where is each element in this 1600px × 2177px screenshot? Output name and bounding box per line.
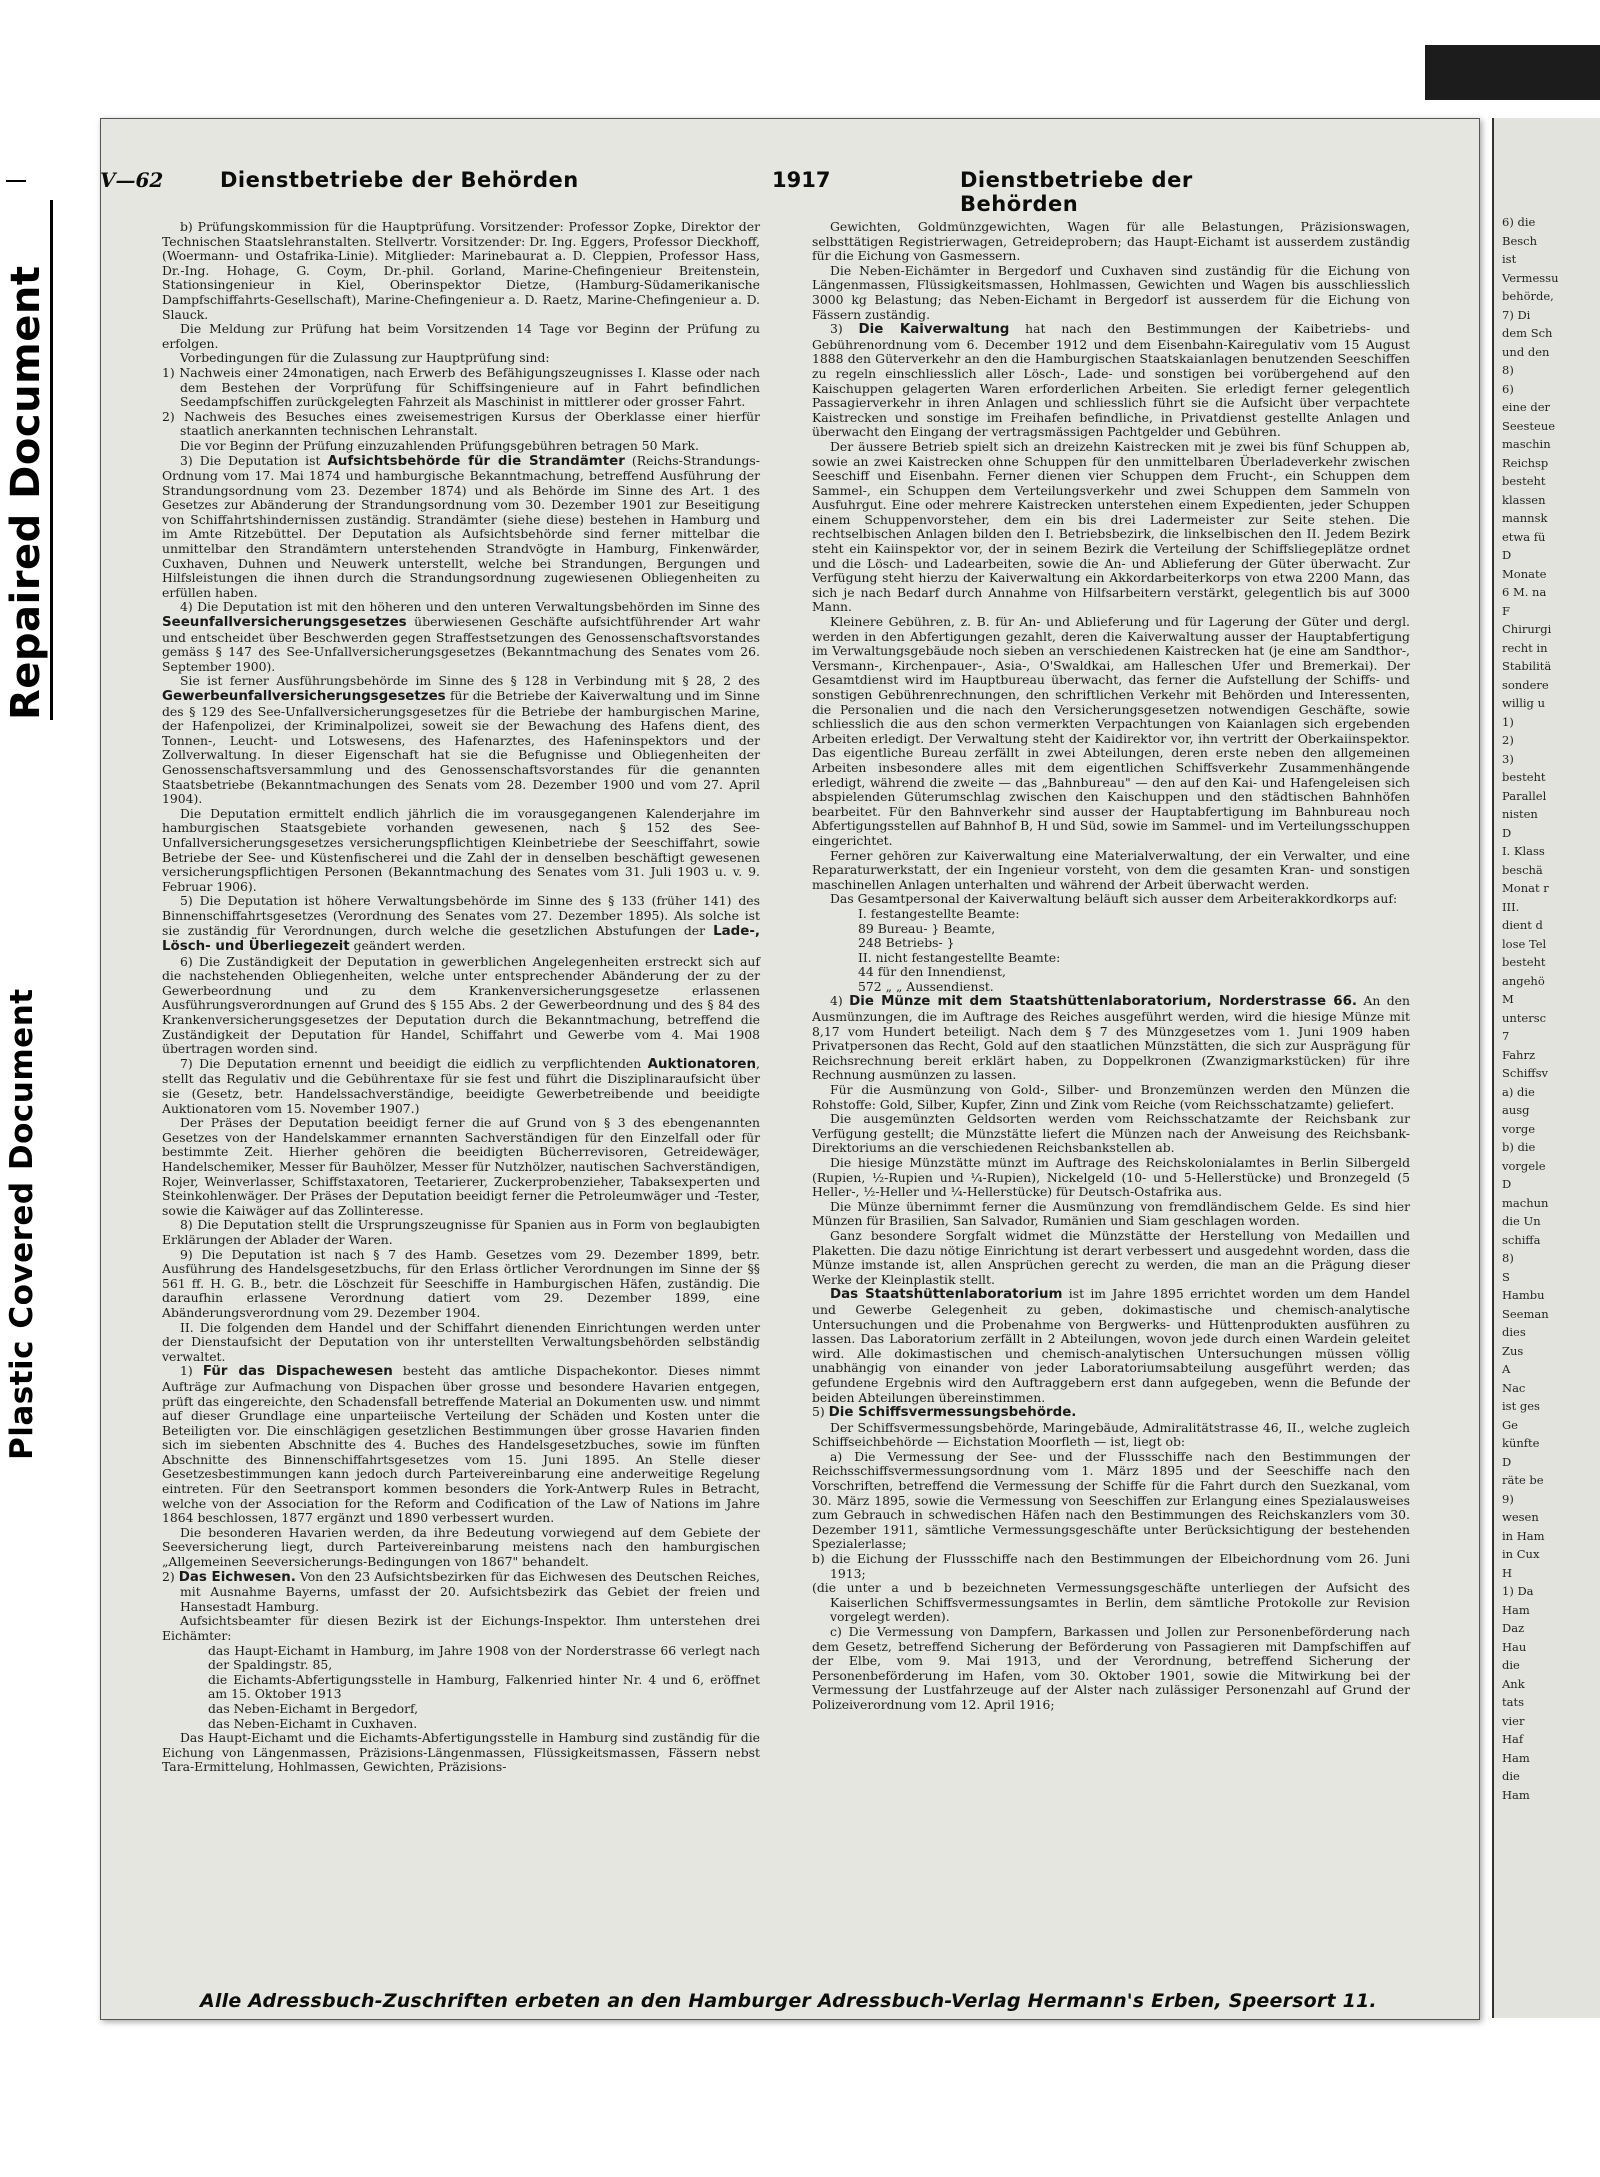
next-page-fragment: Haf [1502, 1732, 1524, 1746]
paragraph: (die unter a und b bezeichneten Vermessungsgeschäfte unterliegen der Aufsicht des Kaiserlichen Schiffsvermessungsamtes in Berlin, dem sämtliche Protokolle zur Revision vorgelegt werden). [812, 1580, 1410, 1625]
next-page-fragment: sondere [1502, 677, 1549, 692]
next-page-fragment: machun [1502, 1195, 1549, 1210]
paragraph: c) Die Vermessung von Dampfern, Barkassen und Jollen zur Personenbeförderung nach dem Gesetz, betreffend Sicherung der Beförderung von Passagieren mit Dampfschiffen auf der Elbe, vom 9. Mai 1913, und der Verordnung, betreffend Sicherung der Personenbeförderung im Hafen, vom 30. Oktober 1901, sowie die Mitwirkung bei der Vermessung der Lustfahrzeuge auf der Alster nach zulässiger Personenzahl auf Grund der Polizeiverordnung vom 12. April 1916; [812, 1624, 1410, 1712]
paragraph: Das Gesamtpersonal der Kaiverwaltung beläuft sich ausser dem Arbeiterakkordkorps auf: [830, 891, 1398, 907]
paragraph: Die Deputation ermittelt endlich jährlich die im vorausgegangenen Kalenderjahre im hamburgischen Staatsgebiete vorhanden gewesenen, nach § 152 des See-Unfallversicherungsgesetzes versicherungspflichtigen Kleinbetriebe der Seeschiffahrt, sowie Betriebe der See- und Küstenfischerei und die Zahl der in denselben beschäftigt gewesenen versicherungspflichtigen Personen (Bekanntmachung des Senates vom 31. Juli 1903 u. v. 9. Februar 1906). [162, 805, 760, 894]
paragraph: b) die Eichung der Flussschiffe nach den Bestimmungen der Elbeichordnung vom 26. Juni 1913; [812, 1551, 1410, 1581]
paragraph: Ganz besondere Sorgfalt widmet die Münzstätte der Herstellung von Medaillen und Plaketten. Die dazu nötige Einrichtung ist derart verbessert und ausgedehnt worden, dass die Münze imstande ist, allen Ansprüchen gerecht zu werden, die man an die Prägung dieser Werke der Kleinplastik stellt. [812, 1227, 1410, 1287]
paragraph: II. Die folgenden dem Handel und der Schiffahrt dienenden Einrichtungen werden unter der Dienstaufsicht der Deputation von ihr unterstellten Verwaltungsbehörden selbständig verwaltet. [162, 1319, 760, 1364]
next-page-fragment: Schiffsv [1502, 1066, 1548, 1080]
next-page-fragment: ist [1502, 252, 1517, 266]
paragraph: Aufsichtsbeamter für diesen Bezirk ist der Eichungs-Inspektor. Ihm unterstehen drei Eichämter: [162, 1613, 760, 1643]
paragraph: 248 Betriebs- } [858, 935, 955, 951]
next-page-fragment: S [1502, 1269, 1510, 1284]
next-page-fragment: M [1502, 992, 1514, 1006]
next-page-fragment: Ham [1502, 1787, 1530, 1802]
paragraph: 572 „ „ Aussendienst. [858, 978, 994, 994]
next-page-text [1494, 118, 1600, 1804]
repaired-document-label: Repaired Document [4, 200, 53, 720]
next-page-fragment: 8) [1502, 1251, 1514, 1265]
next-page-fragment: vier [1502, 1713, 1525, 1728]
next-page-fragment: dies [1502, 1325, 1526, 1339]
running-title-right: Dienstbetriebe der Behörden [960, 168, 1193, 216]
next-page-fragment: Seeman [1502, 1306, 1549, 1321]
next-page-fragment: die Un [1502, 1214, 1541, 1228]
next-page-fragment: die [1502, 1658, 1520, 1672]
next-page-fragment: nisten [1502, 807, 1538, 821]
next-page-fragment: Vermessu [1502, 270, 1559, 285]
paragraph: Die besonderen Havarien werden, da ihre Bedeutung vorwiegend auf dem Gebiete der Seeversicherung liegt, durch Parteivereinbarung meistens nach den hamburgischen „Allgemeinen Seeversicherungs-Bedingungen von 1867" behandelt. [162, 1524, 760, 1570]
paragraph: 5) Die Deputation ist höhere Verwaltungsbehörde im Sinne des § 133 (früher 141) des Binnenschiffahrtsgesetzes (Verordnung des Senates vom 27. Dezember 1895). Als solche ist sie zuständig für Verordnungen, durch welche die gesetzlichen Abstufungen der Lade-, Lösch- und Überliegezeit geändert werden. [162, 893, 760, 955]
next-page-fragment: F [1502, 603, 1510, 618]
next-page-fragment: dem Sch [1502, 326, 1553, 340]
paragraph: Die vor Beginn der Prüfung einzuzahlenden Prüfungsgebühren betragen 50 Mark. [180, 437, 699, 453]
next-page-fragment: A [1502, 1362, 1511, 1376]
next-page-fragment: untersc [1502, 1010, 1547, 1025]
next-page-fragment: 1) Da [1502, 1584, 1534, 1598]
next-page-fragment: III. [1502, 899, 1520, 914]
year: 1917 [772, 168, 831, 192]
next-page-fragment: räte be [1502, 1473, 1544, 1487]
paragraph: Kleinere Gebühren, z. B. für An- und Ablieferung und für Lagerung der Güter und dergl. werden in den Abfertigungen gezahlt, deren die Kaiverwaltung ausser der Hauptabfertigung im Verwaltungsgebäude noch sieben an verschiedenen Kaistrecken hat (je eine am Sandthor-, Versmann-, Kirchenpauer-, Asia-, O'Swaldkai, am Halleschen Ufer und Bremerkai). Der Gesamtdienst wird im Hauptbureau überwacht, das ferner die Aufstellung der Schiffs- und sonstigen Gebührenrechnungen, den schriftlichen Verkehr mit Behörden und Interessenten, die Personalien und die nach den Versicherungsgesetzen notwendigen Geschäfte, sowie schliesslich die aus den schon vermerkten Verpachtungen von Kaianlagen sich ergebenden Arbeiten erledigt. Der Verwaltung steht der Kaidirektor vor, ihn vertritt der Oberkaiinspektor. Das eigentliche Bureau zerfällt in zwei Abteilungen, deren erste neben den allgemeinen Arbeiten insbesondere alles mit dem eigentlichen Schiffsverkehr Zusammenhängende erledigt, während die zweite — das „Bahnbureau" — den auf den Kai- und Hafengeleisen sich abspielenden Güterumschlag zwischen den Kaischuppen und den städtischen Bahnhöfen bearbeitet. Für den Bahnverkehr sind ausser der Hauptabfertigung im Bahnbureau noch Abfertigungsstellen auf Bahnhof B, H und Süd, sowie im Sammel- und im Verteilungsschuppen eingerichtet. [812, 614, 1410, 848]
next-page-fragment: mannsk [1502, 511, 1548, 525]
next-page-fragment: ist ges [1502, 1399, 1540, 1413]
paragraph: 9) Die Deputation ist nach § 7 des Hamb. Gesetzes vom 29. Dezember 1899, betr. Ausführung des Handelsgesetzbuchs, für den Erlass örtlicher Verordnungen im Sinne der §§ 561 ff. H. G. B., betr. die Löschzeit für Seeschiffe in Hamburgischen Häfen, zuständig. Die daraufhin erlassene Verordnung datiert vom 29. Dezember 1899, eine Abänderungsverordnung vom 29. Dezember 1904. [162, 1246, 760, 1320]
paragraph: 44 für den Innendienst, [858, 964, 1006, 980]
next-page-fragment: wesen [1502, 1510, 1539, 1524]
paragraph: 89 Bureau- } Beamte, [858, 920, 996, 936]
next-page-fragment: besteht [1502, 770, 1546, 784]
paragraph: 5) Die Schiffsvermessungsbehörde. [812, 1404, 1077, 1421]
running-title-left: Dienstbetriebe der Behörden [220, 168, 579, 192]
next-page-fragment: Ham [1502, 1750, 1530, 1765]
next-page-fragment: 3) [1502, 751, 1514, 766]
next-page-edge [1492, 118, 1600, 2018]
next-page-fragment: dient d [1502, 918, 1543, 932]
paragraph: Der äussere Betrieb spielt sich an dreizehn Kaistrecken mit je zwei bis fünf Schuppen ab, sowie an zwei Kaistrecken ohne Schuppen für den unmittelbaren Überladeverkehr zwischen Seeschiff und Eisenbahn. Ferner dienen vier Schuppen dem Frucht-, ein Schuppen dem Sammel-, ein Schuppen dem Verteilungsverkehr und zwei Schuppen dem Sammeln von Ausfuhrgut. Eine oder mehrere Kaistrecken unterstehen einem Expedienten, jeder Schuppen einem Schuppenvorsteher, dem ein bis drei Ladermeister zur Seite stehen. Die rechtselbischen Anlagen bilden den I. Betriebsbezirk, die linkselbischen den II. Jedem Bezirk steht ein Kaiinspektor vor, der in seinem Bezirk die Verteilung der Schiffsliegeplätze ordnet und die Lösch- und Ladearbeiten, sowie die An- und Ablieferung der Güter überwacht. Zur Verfügung steht hierzu der Kaiverwaltung ein Akkordarbeiterkorps von etwa 2200 Mann, das sich je nach Bedarf durch Annahme von Hilfsarbeitern verstärkt, gelegentlich bis auf 3000 Mann. [812, 438, 1410, 615]
page-number: V—62 [100, 168, 164, 192]
paragraph: 2) Nachweis des Besuches eines zweisemestrigen Kursus der Oberklasse einer hierfür staatlich anerkannten technischen Lehranstalt. [162, 408, 760, 439]
next-page-fragment: Reichsp [1502, 455, 1549, 470]
paragraph: 3) Die Deputation ist Aufsichtsbehörde für die Strandämter (Reichs-Strandungs-Ordnung vom 17. Mai 1874 und hamburgische Bekanntmachung, betreffend Ausführung der Strandungsordnung vom 23. Dezember 1874) und als Behörde im Sinne des Art. 1 des Gesetzes zur Abänderung der Strandungsordnung vom 30. Dezember 1901 zur Beseitigung von Schiffahrtshindernissen zuständig. Strandämter (siehe diese) bestehen in Hamburg und im Amte Ritzebüttel. Der Deputation als Aufsichtsbehörde sind ferner mittelbar die unmittelbar den Strandämtern unterstehenden Strandvögte in Hamburg, Finkenwärder, Cuxhaven, Duhnen und Neuwerk unterstellt, welche bei Strandungen, Bergungen und Hilfsleistungen die ihnen durch die Strandungsordnung zugewiesenen Obliegenheiten zu erfüllen haben. [162, 452, 760, 600]
paragraph: Das Haupt-Eichamt und die Eichamts-Abfertigungsstelle in Hamburg sind zuständig für die Eichung von Längenmassen, Präzisions-Längenmassen, Flüssigkeitsmassen, Fässern nebst Tara-Ermittelung, Hohlmassen, Gewichten, Präzisions- [162, 1730, 760, 1775]
next-page-fragment: 7 [1502, 1029, 1510, 1043]
corner-mark [6, 180, 26, 182]
next-page-fragment: D [1502, 1177, 1512, 1191]
paragraph: a) Die Vermessung der See- und der Flussschiffe nach den Bestimmungen der Reichsschiffsvermessungsordnung vom 1. März 1895 und der Seeschiffe nach den Vorschriften, betreffend die Vermessung der Schiffe für die Fahrt durch den Suezkanal, vom 30. März 1895, sowie die Vermessung von Seeschiffen zur Erlangung eines Spezialausweises zum Gebrauch in schwedischen Häfen nach den Bestimmungen des Reichskanzlers vom 30. Dezember 1911, sämtliche Vermessungsgeschäfte unter Berücksichtigung der bestehenden Spezialerlasse; [812, 1448, 1410, 1552]
next-page-fragment: Ank [1502, 1676, 1525, 1691]
paragraph: Die Münze übernimmt ferner die Ausmünzung von fremdländischem Gelde. Es sind hier Münzen für Brasilien, San Salvador, Rumänien und Siam geschlagen worden. [812, 1198, 1410, 1229]
next-page-fragment: schiffa [1502, 1232, 1541, 1247]
next-page-fragment: 2) [1502, 733, 1514, 747]
paragraph: Die hiesige Münzstätte münzt im Auftrage des Reichskolonialamtes in Berlin Silbergeld (Rupien, ½-Rupien und ¼-Rupien), Nickelgeld (10- und 5-Hellerstücke) und Bronzegeld (5 Heller-, ½-Heller und ¼-Hellerstücke) für Deutsch-Ostafrika aus. [812, 1155, 1410, 1200]
next-page-fragment: etwa fü [1502, 529, 1546, 544]
paragraph: das Haupt-Eichamt in Hamburg, im Jahre 1908 von der Norderstrasse 66 verlegt nach der Spaldingstr. 85, [208, 1642, 760, 1673]
scanner-dark-corner [1425, 45, 1600, 100]
footer-notice: Alle Adressbuch-Zuschriften erbeten an den Hamburger Adressbuch-Verlag Hermann's Erben, Speersort 11. [200, 1990, 1377, 2012]
next-page-fragment: 8) [1502, 363, 1514, 377]
next-page-fragment: Zus [1502, 1343, 1524, 1358]
next-page-fragment: 6) die [1502, 215, 1536, 229]
next-page-fragment: vorgele [1502, 1158, 1546, 1173]
next-page-fragment: tats [1502, 1695, 1525, 1709]
next-page-fragment: lose Tel [1502, 936, 1547, 951]
paragraph: 2) Das Eichwesen. Von den 23 Aufsichtsbezirken für das Eichwesen des Deutschen Reiches, mit Ausnahme Bayerns, umfasst der 20. Aufsichtsbezirk das Gebiet der freien und Hansestadt Hamburg. [162, 1568, 760, 1614]
paragraph: I. festangestellte Beamte: [858, 905, 1020, 921]
next-page-fragment: D [1502, 1454, 1512, 1469]
right-column [812, 220, 1410, 1713]
next-page-fragment: Nac [1502, 1380, 1526, 1395]
paragraph: Die Neben-Eichämter in Bergedorf und Cuxhaven sind zuständig für die Eichung von Längenmassen, Flüssigkeitsmassen, Hohlmassen, Gewichten und Wagen bis ausschliesslich 3000 kg Belastung; das Neben-Eichamt in Bergedorf ist ausserdem für die Eichung von Fässern zuständig. [812, 262, 1410, 322]
paragraph: das Neben-Eichamt in Bergedorf, [208, 1700, 419, 1716]
next-page-fragment: 6 M. na [1502, 585, 1547, 599]
next-page-fragment: besteht [1502, 474, 1546, 488]
next-page-fragment: Daz [1502, 1621, 1525, 1635]
next-page-fragment: Fahrz [1502, 1047, 1536, 1062]
paragraph: Die Meldung zur Prüfung hat beim Vorsitzenden 14 Tage vor Beginn der Prüfung zu erfolgen. [162, 321, 760, 351]
next-page-fragment: 6) [1502, 381, 1514, 396]
next-page-fragment: Monate [1502, 566, 1547, 581]
next-page-fragment: H [1502, 1565, 1513, 1580]
paragraph: Die ausgemünzten Geldsorten werden vom Reichsschatzamte der Reichsbank zur Verfügung gestellt; die Münzstätte liefert die Münzen nach der Anweisung des Reichsbank-Direktoriums an die verschiedenen Reichsbankstellen ab. [812, 1111, 1410, 1156]
next-page-fragment: D [1502, 825, 1512, 840]
paragraph: 4) Die Deputation ist mit den höheren und den unteren Verwaltungsbehörden im Sinne des Seeunfallversicherungsgesetzes überwiesenen Geschäfte aufsichtführender Art wahr und entscheidet über Beschwerden gegen Straffestsetzungen des Genossenschaftsvorstandes gemäss § 147 des See-Unfallversicherungsgesetzes (Bekanntmachung des Senates vom 26. September 1900). [162, 599, 760, 674]
page-header [100, 168, 1240, 216]
next-page-fragment: I. Klass [1502, 844, 1545, 858]
paragraph: das Neben-Eichamt in Cuxhaven. [208, 1715, 418, 1731]
paragraph: Ferner gehören zur Kaiverwaltung eine Materialverwaltung, der ein Verwalter, und eine Reparaturwerkstatt, der ein Ingenieur vorsteht, von dem die gesamten Kran- und sonstigen maschinellen Anlagen unterhalten und während der Arbeit überwacht werden. [812, 847, 1410, 892]
paragraph: 7) Die Deputation ernennt und beeidigt die eidlich zu verpflichtenden Auktionatoren, stellt das Regulativ und die Gebührentaxe für sie fest und führt die Disziplinaraufsicht über sie (Gesetz, betr. Handelssachverständige, beeidigte Gewerbetreibende und beeidigte Auktionatoren vom 15. November 1907.) [162, 1055, 760, 1116]
next-page-fragment: a) die [1502, 1084, 1535, 1099]
next-page-fragment: b) die [1502, 1140, 1536, 1154]
next-page-fragment: klassen [1502, 492, 1546, 507]
paragraph: 8) Die Deputation stellt die Ursprungszeugnisse für Spanien aus in Form von beglaubigten Erklärungen der Ablader der Waren. [162, 1217, 760, 1247]
next-page-fragment: Hambu [1502, 1288, 1545, 1302]
next-page-fragment: eine der [1502, 400, 1551, 414]
plastic-covered-document-label: Plastic Covered Document [4, 988, 40, 1460]
next-page-fragment: in Ham [1502, 1528, 1545, 1543]
paragraph: b) Prüfungskommission für die Hauptprüfung. Vorsitzender: Professor Zopke, Direktor der Technischen Staatslehranstalten. Stellvertr. Vorsitzender: Dr. Ing. Eggers, Professor Dieckhoff, (Woermann- und Ostafrika-Linie). Mitglieder: Marinebaurat a. D. Cleppien, Professor Hass, Dr.-Ing. Hohage, G. Coym, Dr.-phil. Gorland, Marine-Chefingenieur Breitenstein, Stationsingenieur in Kiel, Oberinspektor Dietze, (Hamburg-Südamerikanische Dampfschiffahrts-Gesellschaft), Marine-Chefingenieur a. D. Raetz, Marine-Chefingenieur a. D. Slauck. [162, 219, 760, 322]
paragraph: 1) Für das Dispachewesen besteht das amtliche Dispachekontor. Dieses nimmt Aufträge zur Aufmachung von Dispachen über grosse und besondere Havarien entgegen, prüft das eingereichte, den Schadensfall betreffende Material an Dokumenten usw. und nimmt auf dieser Grundlage eine unparteiische Verteilung der Schäden und Kosten unter die Beteiligten vor. Die einschlägigen gesetzlichen Bestimmungen über grosse Havarien finden sich im siebenten Abschnitte des 4. Buches des Handelsgesetzbuches, sowie im fünften Abschnitte des Binnenschiffahrtsgesetzes vom 15. Juni 1895. An Stelle dieser Gesetzesbestimmungen kann jedoch durch Parteivereinbarung eine anderweitige Regelung eintreten. Für den Seetransport kommen besonders die York-Antwerp Rules in Betracht, welche von der Association for the Reform and Codification of the Law of Nations im Jahre 1864 beschlossen, 1877 ergänzt und 1890 verbessert wurden. [162, 1363, 761, 1526]
paragraph: Der Präses der Deputation beeidigt ferner die auf Grund von § 3 des ebengenannten Gesetzes von der Handelskammer ernannten Sachverständigen für den Einzelfall oder für bestimmte Zeit. Hierher gehören die beeidigten Bücherrevisoren, Getreidewäger, Handelschemiker, Messer für Bauhölzer, Messer für Nutzhölzer, nautischen Sachverständigen, Rojer, Weinverlasser, Schiffstaxatoren, Teetarierer, Zuckerprobenzieher, Tabaksexperten und Steinkohlenwäger. Der Präses der Deputation beeidigt ferner die Petroleumwäger und -Tester, sowie die Kaiwäger auf das Zollinteresse. [162, 1115, 760, 1218]
next-page-fragment: ausg [1502, 1103, 1530, 1117]
paragraph: II. nicht festangestellte Beamte: [858, 949, 1061, 965]
next-page-fragment: Parallel [1502, 788, 1547, 803]
paragraph: Für die Ausmünzung von Gold-, Silber- und Bronzemünzen werden den Münzen die Rohstoffe: Gold, Silber, Kupfer, Zinn und Zink vom Reiche (vom Reichsschatzamte) geliefert. [812, 1082, 1410, 1112]
next-page-fragment: künfte [1502, 1436, 1540, 1450]
paragraph: 3) Die Kaiverwaltung hat nach den Bestimmungen der Kaibetriebs- und Gebührenordnung vom 6. December 1912 und dem Eisenbahn-Kairegulativ vom 15 August 1888 den Güterverkehr an den die Hamburgischen Staatskaianlagen benutzenden Seeschiffen zu regeln einschliesslich aller Lösch-, Lade- und sonstigen bei vorübergehend auf den Kaischuppen gelagerten Waren erforderlichen Arbeiten. Sie erledigt ferner gelegentlich Passagierverkehr in ihren Anlagen und schliesslich führt sie die Aufsicht über verpachtete Kaistrecken und sonstige im Freihafen befindliche, in Privatdienst gestellte Anlagen und überwacht den Eingang der vertragsmässigen Pachtgelder und Gebühren. [812, 321, 1410, 440]
next-page-fragment: Ge [1502, 1417, 1518, 1432]
side-labels [0, 0, 50, 2177]
next-page-fragment: Monat r [1502, 881, 1549, 895]
paragraph: Das Staatshüttenlaboratorium ist im Jahre 1895 errichtet worden um dem Handel und Gewerbe Gelegenheit zu geben, dokimastische und chemisch-analytische Untersuchungen und die Probenahme von Bergwerks- und Hüttenprodukten ausführen zu lassen. Das Laboratorium zerfällt in 2 Abteilungen, wovon jede durch einen Wardein geleitet wird. Alle dokimastischen und chemisch-analytischen Untersuchungen müssen völlig unabhängig von einander von jeder Laboratoriumsabteilung ausgeführt werden; das gefundene Ergebnis wird den Auftraggebern erst dann aufgegeben, wenn die Befunde der beiden Abteilungen übereinstimmen. [812, 1286, 1410, 1405]
next-page-fragment: besteht [1502, 955, 1546, 969]
paragraph: 1) Nachweis einer 24monatigen, nach Erwerb des Befähigungszeugnisses I. Klasse oder nach dem Bestehen der Vorprüfung für Schiffsingenieure auf in Fahrt befindlichen Seedampfschiffen zurückgelegten Fahrzeit als Maschinist in mittlerer oder grosser Fahrt. [162, 364, 760, 410]
paragraph: Sie ist ferner Ausführungsbehörde im Sinne des § 128 in Verbindung mit § 28, 2 des Gewerbeunfallversicherungsgesetzes für die Betriebe der Kaiverwaltung und im Sinne des § 129 des See-Unfallversicherungsgesetzes für die Betriebe der hamburgischen Marine, der Hafenpolizei, der Kriminalpolizei, soweit sie der Bewachung des Hafens dient, des Tonnen-, Leucht- und Lotswesens, des Hafenarztes, des Hafeninspektors und der Zollverwaltung. In dieser Eigenschaft hat sie die Befugnisse und Obliegenheiten der Genossenschaftsversammlung und des Genossenschaftsvorstandes für die genannten Staatsbetriebe (Bekanntmachungen des Senats vom 28. Dezember 1900 und vom 27. April 1904). [162, 673, 760, 807]
next-page-fragment: behörde, [1502, 289, 1554, 303]
next-page-fragment: recht in [1502, 640, 1548, 655]
next-page-fragment: Stabilitä [1502, 659, 1552, 673]
next-page-fragment: Ham [1502, 1602, 1530, 1617]
next-page-fragment: Hau [1502, 1639, 1527, 1654]
next-page-fragment: D [1502, 548, 1512, 562]
next-page-fragment: Besch [1502, 233, 1538, 248]
next-page-fragment: beschä [1502, 862, 1543, 877]
next-page-fragment: 7) Di [1502, 307, 1531, 322]
next-page-fragment: Chirurgi [1502, 622, 1552, 636]
paragraph: Gewichten, Goldmünzgewichten, Wagen für alle Belastungen, Präzisionswagen, selbsttätigen Registrierwagen, Getreideprobern; das Haupt-Eichamt ist ausserdem zuständig für die Eichung von Gasmessern. [812, 219, 1410, 264]
next-page-fragment: willig u [1502, 696, 1545, 710]
next-page-fragment: in Cux [1502, 1547, 1540, 1561]
next-page-fragment: Seesteue [1502, 418, 1556, 433]
next-page-fragment: angehö [1502, 973, 1545, 988]
next-page-fragment: vorge [1502, 1121, 1536, 1136]
paragraph: Vorbedingungen für die Zulassung zur Hauptprüfung sind: [180, 350, 550, 366]
next-page-fragment: und den [1502, 344, 1550, 359]
paragraph: 6) Die Zuständigkeit der Deputation in gewerblichen Angelegenheiten erstreckt sich auf die nachstehenden Obliegenheiten, welche unter entsprechender Abänderung der zu der Gewerbeordnung und zu dem Krankenversicherungsgesetze erlassenen Ausführungsverordnungen auf Grund des § 155 Abs. 2 der Gewerbeordnung und des § 84 des Krankenversicherungsgesetzes der Deputation durch die Bekanntmachung, betreffend die Zuständigkeit der Deputation für Handel, Schiffahrt und Gewerbe vom 4. Mai 1908 übertragen worden sind. [162, 953, 760, 1057]
next-page-fragment: 1) [1502, 714, 1514, 729]
next-page-fragment: 9) [1502, 1491, 1514, 1506]
left-column [162, 220, 760, 1775]
paragraph: Der Schiffsvermessungsbehörde, Maringebäude, Admiralitätstrasse 46, II., welche zugleich Schiffseichbehörde — Eichstation Moorfleth — ist, liegt ob: [812, 1419, 1410, 1450]
paragraph: 4) Die Münze mit dem Staatshüttenlaboratorium, Norderstrasse 66. An den Ausmünzungen, die im Auftrage des Reiches ausgeführt werden, wird die hiesige Münze mit 8,17 vom Hundert beteiligt. Nach dem § 7 des Münzgesetzes vom 1. Juni 1909 haben Privatpersonen das Recht, Gold auf den staatlichen Münzstätten, die sich zur Ausprägung für Reichsrechnung bereit erklärt haben, zu Doppelkronen (Zwanzigmarkstücken) für ihre Rechnung ausmünzen zu lassen. [812, 993, 1410, 1083]
paragraph: die Eichamts-Abfertigungsstelle in Hamburg, Falkenried hinter Nr. 4 und 6, eröffnet am 15. Oktober 1913 [208, 1671, 760, 1702]
next-page-fragment: maschin [1502, 437, 1551, 451]
next-page-fragment: die [1502, 1769, 1520, 1783]
